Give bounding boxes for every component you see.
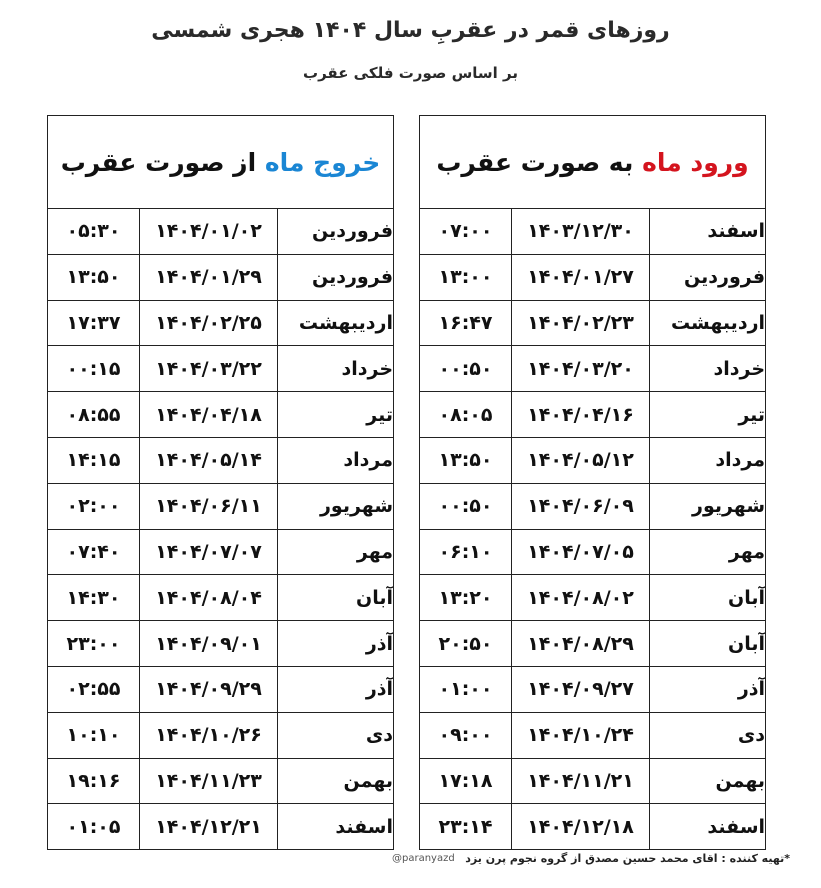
time-cell: ۱۳:۰۰ — [420, 254, 512, 300]
date-cell: ۱۴۰۴/۰۱/۲۹ — [140, 254, 278, 300]
table-row — [420, 346, 766, 392]
table-row — [420, 758, 766, 804]
table-row — [48, 621, 394, 667]
time-cell: ۰۷:۴۰ — [48, 529, 140, 575]
table-row — [420, 437, 766, 483]
time-cell: ۱۹:۱۶ — [48, 758, 140, 804]
month-cell: مهر — [278, 529, 394, 575]
time-cell: ۲۳:۰۰ — [48, 621, 140, 667]
month-cell: شهریور — [278, 483, 394, 529]
date-cell: ۱۴۰۴/۰۹/۰۱ — [140, 621, 278, 667]
table-row — [420, 209, 766, 255]
time-cell: ۰۲:۰۰ — [48, 483, 140, 529]
date-cell: ۱۴۰۴/۰۵/۱۴ — [140, 437, 278, 483]
time-cell: ۰۸:۵۵ — [48, 392, 140, 438]
entry-heading-rest: به صورت عقرب — [436, 147, 643, 177]
month-cell: فروردین — [650, 254, 766, 300]
date-cell: ۱۴۰۴/۱۲/۱۸ — [512, 804, 650, 850]
table-row — [48, 300, 394, 346]
table-row — [48, 804, 394, 850]
date-cell: ۱۴۰۴/۰۷/۰۵ — [512, 529, 650, 575]
page-subtitle: بر اساس صورت فلکی عقرب — [303, 64, 518, 82]
date-cell: ۱۴۰۴/۰۶/۱۱ — [140, 483, 278, 529]
month-cell: آبان — [650, 621, 766, 667]
date-cell: ۱۴۰۴/۰۱/۰۲ — [140, 209, 278, 255]
table-row — [48, 529, 394, 575]
date-cell: ۱۴۰۴/۰۹/۲۹ — [140, 666, 278, 712]
time-cell: ۰۲:۵۵ — [48, 666, 140, 712]
date-cell: ۱۴۰۴/۱۱/۲۱ — [512, 758, 650, 804]
month-cell: دی — [278, 712, 394, 758]
table-row — [420, 666, 766, 712]
date-cell: ۱۴۰۴/۱۰/۲۶ — [140, 712, 278, 758]
date-cell: ۱۴۰۴/۰۸/۰۲ — [512, 575, 650, 621]
moon-entry-table — [419, 115, 766, 850]
date-cell: ۱۴۰۴/۰۷/۰۷ — [140, 529, 278, 575]
month-cell: آذر — [278, 666, 394, 712]
date-cell: ۱۴۰۴/۰۲/۲۳ — [512, 300, 650, 346]
time-cell: ۲۳:۱۴ — [420, 804, 512, 850]
time-cell: ۱۳:۵۰ — [420, 437, 512, 483]
date-cell: ۱۴۰۴/۱۲/۲۱ — [140, 804, 278, 850]
date-cell: ۱۴۰۴/۰۲/۲۵ — [140, 300, 278, 346]
month-cell: خرداد — [650, 346, 766, 392]
table-row — [420, 712, 766, 758]
time-cell: ۰۷:۰۰ — [420, 209, 512, 255]
date-cell: ۱۴۰۴/۰۳/۲۰ — [512, 346, 650, 392]
time-cell: ۰۵:۳۰ — [48, 209, 140, 255]
entry-heading-accent: ورود ماه — [642, 147, 749, 177]
month-cell: اردیبهشت — [650, 300, 766, 346]
time-cell: ۱۴:۱۵ — [48, 437, 140, 483]
month-cell: فروردین — [278, 254, 394, 300]
table-row — [48, 392, 394, 438]
month-cell: مهر — [650, 529, 766, 575]
month-cell: اسفند — [278, 804, 394, 850]
moon-exit-table — [47, 115, 394, 850]
time-cell: ۲۰:۵۰ — [420, 621, 512, 667]
time-cell: ۰۰:۵۰ — [420, 483, 512, 529]
exit-heading-rest: از صورت عقرب — [60, 147, 265, 177]
month-cell: مرداد — [278, 437, 394, 483]
time-cell: ۱۰:۱۰ — [48, 712, 140, 758]
date-cell: ۱۴۰۴/۰۱/۲۷ — [512, 254, 650, 300]
table-row — [420, 300, 766, 346]
date-cell: ۱۴۰۴/۰۳/۲۲ — [140, 346, 278, 392]
month-cell: آبان — [278, 575, 394, 621]
page-title: روزهای قمر در عقربِ سال ۱۴۰۴ هجری شمسی — [151, 18, 670, 43]
table-row — [420, 529, 766, 575]
month-cell: اسفند — [650, 209, 766, 255]
month-cell: آذر — [650, 666, 766, 712]
time-cell: ۱۳:۲۰ — [420, 575, 512, 621]
table-row — [420, 621, 766, 667]
exit-heading-accent: خروج ماه — [264, 147, 381, 177]
table-row — [420, 483, 766, 529]
date-cell: ۱۴۰۴/۰۴/۱۸ — [140, 392, 278, 438]
month-cell: شهریور — [650, 483, 766, 529]
month-cell: مرداد — [650, 437, 766, 483]
date-cell: ۱۴۰۳/۱۲/۳۰ — [512, 209, 650, 255]
table-row — [420, 575, 766, 621]
table-row — [48, 209, 394, 255]
date-cell: ۱۴۰۴/۱۰/۲۴ — [512, 712, 650, 758]
date-cell: ۱۴۰۴/۰۸/۰۴ — [140, 575, 278, 621]
table-row — [48, 712, 394, 758]
month-cell: اسفند — [650, 804, 766, 850]
table-row — [420, 392, 766, 438]
table-row — [48, 575, 394, 621]
month-cell: دی — [650, 712, 766, 758]
time-cell: ۱۶:۴۷ — [420, 300, 512, 346]
date-cell: ۱۴۰۴/۰۵/۱۲ — [512, 437, 650, 483]
date-cell: ۱۴۰۴/۰۶/۰۹ — [512, 483, 650, 529]
date-cell: ۱۴۰۴/۰۴/۱۶ — [512, 392, 650, 438]
table-row — [420, 254, 766, 300]
table-row — [48, 346, 394, 392]
time-cell: ۰۱:۰۵ — [48, 804, 140, 850]
time-cell: ۰۰:۱۵ — [48, 346, 140, 392]
table-row — [420, 804, 766, 850]
time-cell: ۱۳:۵۰ — [48, 254, 140, 300]
time-cell: ۰۸:۰۵ — [420, 392, 512, 438]
entry-table-heading — [420, 116, 766, 209]
time-cell: ۱۷:۳۷ — [48, 300, 140, 346]
time-cell: ۰۰:۵۰ — [420, 346, 512, 392]
table-row — [48, 483, 394, 529]
date-cell: ۱۴۰۴/۰۹/۲۷ — [512, 666, 650, 712]
month-cell: اردیبهشت — [278, 300, 394, 346]
footer-credit: *تهیه کننده : اقای محمد حسین مصدق از گروه نجوم پرن یزد — [465, 852, 790, 865]
date-cell: ۱۴۰۴/۱۱/۲۳ — [140, 758, 278, 804]
time-cell: ۱۷:۱۸ — [420, 758, 512, 804]
month-cell: آبان — [650, 575, 766, 621]
month-cell: بهمن — [278, 758, 394, 804]
month-cell: تیر — [278, 392, 394, 438]
time-cell: ۰۹:۰۰ — [420, 712, 512, 758]
time-cell: ۰۱:۰۰ — [420, 666, 512, 712]
table-row — [48, 437, 394, 483]
month-cell: تیر — [650, 392, 766, 438]
date-cell: ۱۴۰۴/۰۸/۲۹ — [512, 621, 650, 667]
table-row — [48, 758, 394, 804]
month-cell: آذر — [278, 621, 394, 667]
table-row — [48, 666, 394, 712]
exit-table-heading — [48, 116, 394, 209]
time-cell: ۰۶:۱۰ — [420, 529, 512, 575]
month-cell: خرداد — [278, 346, 394, 392]
month-cell: فروردین — [278, 209, 394, 255]
table-row — [48, 254, 394, 300]
month-cell: بهمن — [650, 758, 766, 804]
social-handle: @paranyazd — [392, 853, 455, 864]
time-cell: ۱۴:۳۰ — [48, 575, 140, 621]
